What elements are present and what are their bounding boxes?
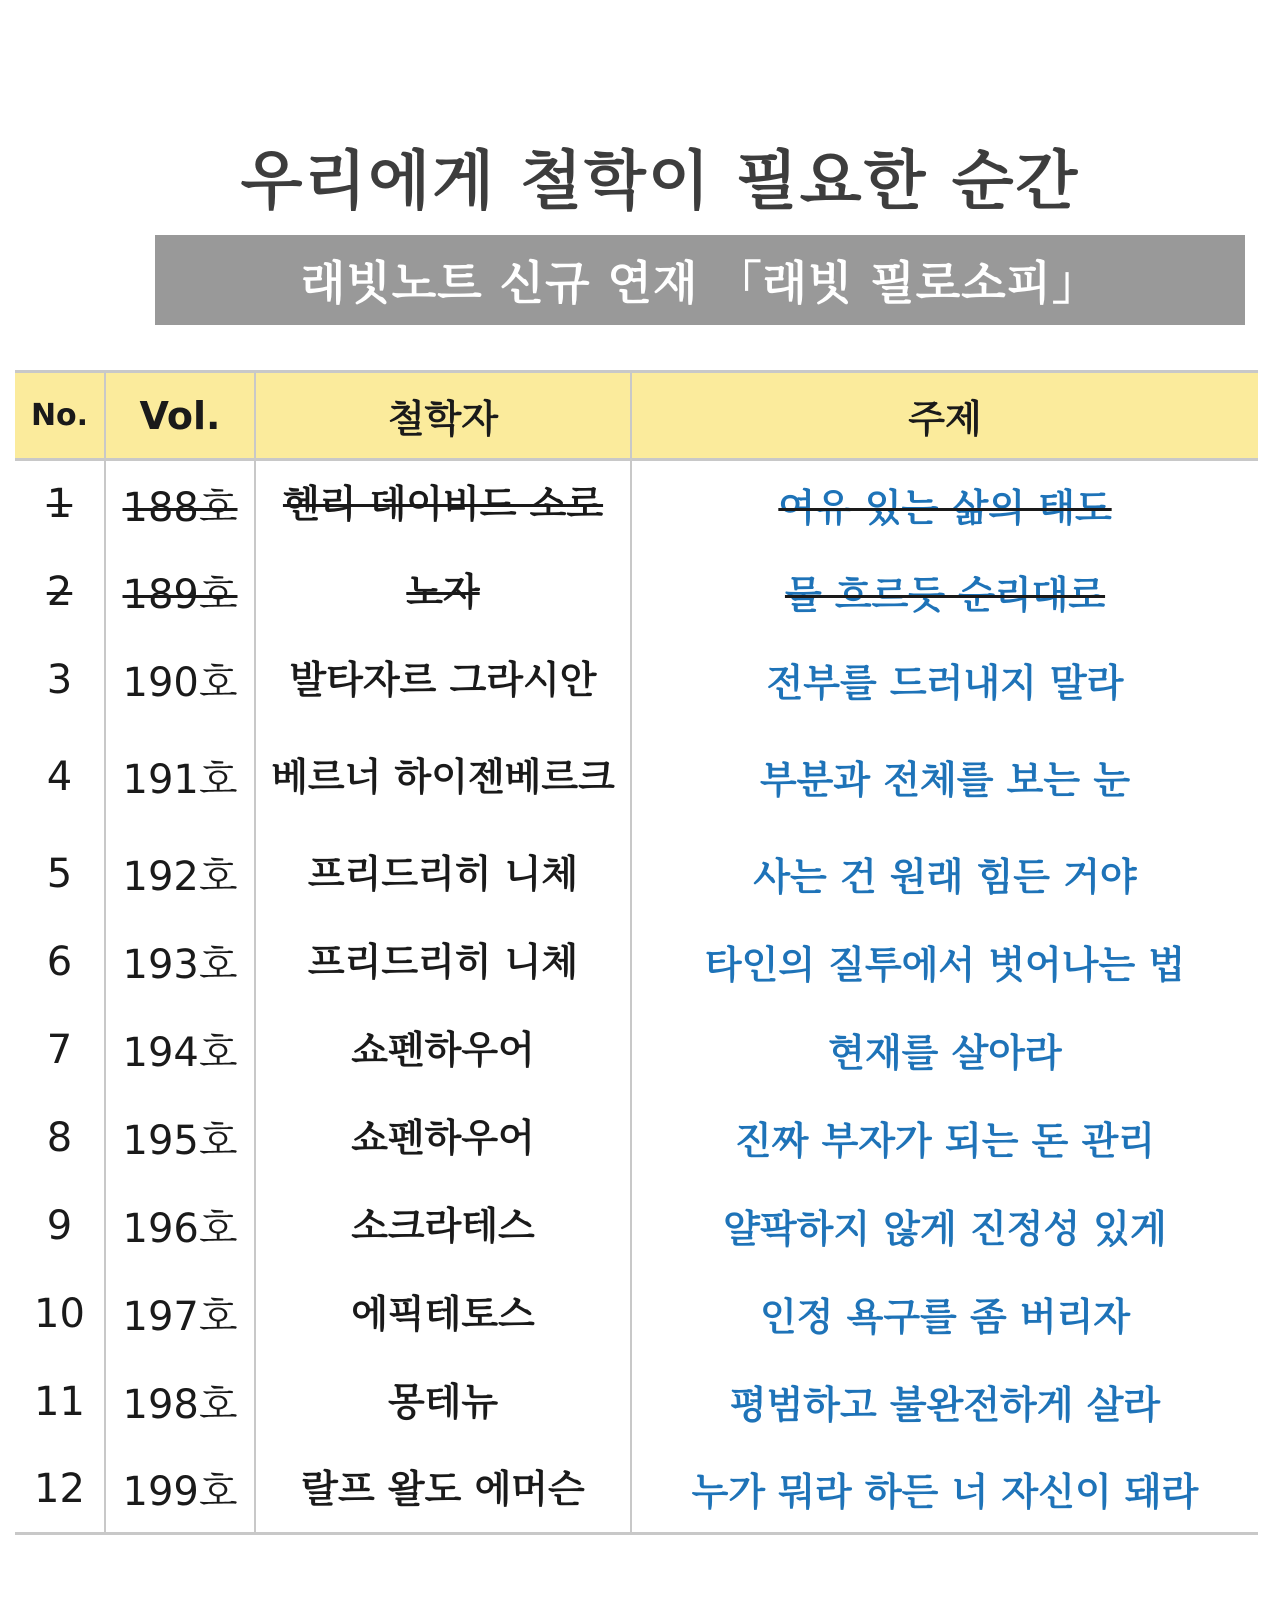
row-philosopher: 프리드리히 니체 [255, 918, 631, 1006]
row-no: 1 [46, 481, 73, 528]
row-topic: 평범하고 불완전하게 살라 [631, 1358, 1258, 1446]
series-table [15, 370, 1258, 1535]
row-no: 7 [46, 1026, 73, 1073]
row-no: 11 [34, 1378, 85, 1425]
row-topic: 현재를 살아라 [631, 1006, 1258, 1094]
row-vol: 188호 [105, 460, 255, 548]
row-no: 2 [46, 568, 73, 615]
row-no: 9 [46, 1202, 73, 1249]
row-topic: 진짜 부자가 되는 돈 관리 [631, 1094, 1258, 1182]
row-vol: 191호 [105, 724, 255, 830]
table-row [15, 1182, 1258, 1270]
row-philosopher: 베르너 하이젠베르크 [255, 724, 631, 830]
header-vol: Vol. [105, 372, 255, 460]
row-philosopher: 발타자르 그라시안 [255, 636, 631, 724]
row-vol: 194호 [105, 1006, 255, 1094]
row-philosopher: 소크라테스 [255, 1182, 631, 1270]
table-body [15, 460, 1258, 1534]
row-topic: 물 흐르듯 순리대로 [631, 548, 1258, 636]
table-row [15, 724, 1258, 830]
table-row [15, 1006, 1258, 1094]
row-vol: 196호 [105, 1182, 255, 1270]
row-vol: 195호 [105, 1094, 255, 1182]
subtitle-banner [155, 235, 1245, 325]
row-philosopher: 몽테뉴 [255, 1358, 631, 1446]
page-title: 우리에게 철학이 필요한 순간 [240, 145, 1080, 219]
table-row [15, 460, 1258, 548]
row-topic: 사는 건 원래 힘든 거야 [631, 830, 1258, 918]
row-topic: 부분과 전체를 보는 눈 [631, 724, 1258, 830]
row-no: 10 [34, 1290, 85, 1337]
row-no: 3 [46, 656, 73, 703]
row-vol: 193호 [105, 918, 255, 1006]
table-row [15, 1446, 1258, 1534]
header-no: No. [15, 372, 105, 460]
row-philosopher: 쇼펜하우어 [255, 1094, 631, 1182]
row-vol: 192호 [105, 830, 255, 918]
row-no: 5 [46, 850, 73, 897]
row-topic: 전부를 드러내지 말라 [631, 636, 1258, 724]
row-vol: 199호 [105, 1446, 255, 1534]
table-row [15, 1094, 1258, 1182]
row-topic: 얄팍하지 않게 진정성 있게 [631, 1182, 1258, 1270]
row-philosopher: 프리드리히 니체 [255, 830, 631, 918]
table-row [15, 636, 1258, 724]
table-row [15, 548, 1258, 636]
row-no: 12 [15, 1446, 105, 1534]
row-no: 4 [46, 753, 73, 800]
row-vol: 198호 [105, 1358, 255, 1446]
table-row [15, 1358, 1258, 1446]
row-philosopher: 에픽테토스 [255, 1270, 631, 1358]
table-row [15, 830, 1258, 918]
subtitle-text: 래빗노트 신규 연재 「래빗 필로소피」 [300, 256, 1100, 310]
row-vol: 197호 [105, 1270, 255, 1358]
row-vol: 190호 [105, 636, 255, 724]
row-philosopher: 노자 [255, 548, 631, 636]
table-header-row [15, 372, 1258, 460]
header-philosopher: 철학자 [255, 372, 631, 460]
row-vol: 189호 [105, 548, 255, 636]
row-no: 6 [46, 938, 73, 985]
table-row [15, 918, 1258, 1006]
row-topic: 누가 뭐라 하든 너 자신이 돼라 [631, 1446, 1258, 1534]
row-topic: 타인의 질투에서 벗어나는 법 [631, 918, 1258, 1006]
row-philosopher: 랄프 왈도 에머슨 [255, 1446, 631, 1534]
row-no: 8 [46, 1114, 73, 1161]
row-philosopher: 헨리 데이비드 소로 [255, 460, 631, 548]
row-topic: 여유 있는 삶의 태도 [631, 460, 1258, 548]
table-row [15, 1270, 1258, 1358]
row-topic: 인정 욕구를 좀 버리자 [631, 1270, 1258, 1358]
row-philosopher: 쇼펜하우어 [255, 1006, 631, 1094]
header-topic: 주제 [631, 372, 1258, 460]
